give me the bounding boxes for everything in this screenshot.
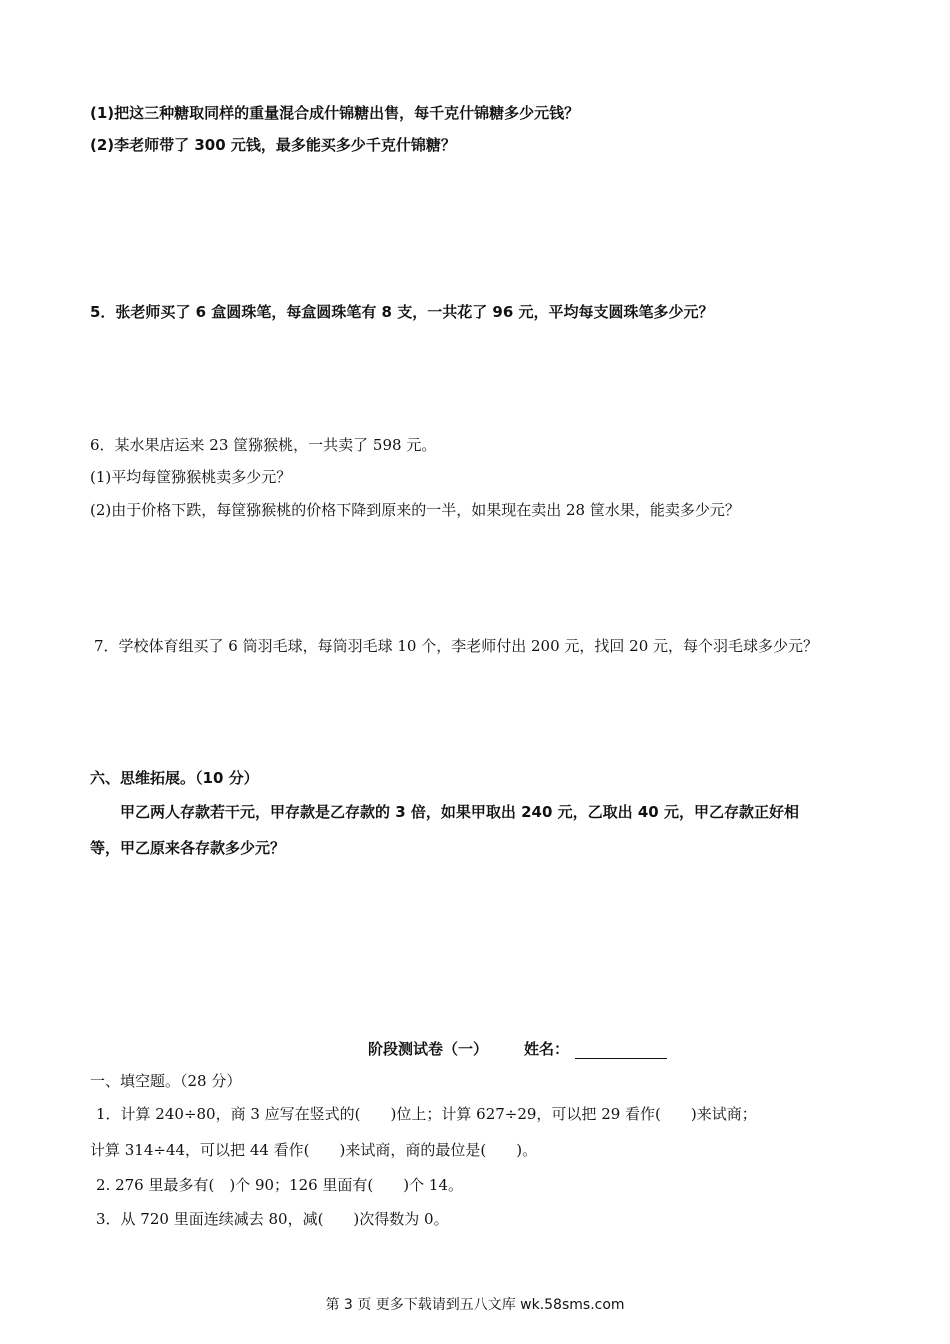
problem7: 7．学校体育组买了 6 筒羽毛球，每筒羽毛球 10 个，李老师付出 200 元，找回 20 元，每个羽毛球多少元？	[94, 637, 819, 655]
section1-heading: 一、填空题。（28 分）	[90, 1072, 242, 1090]
page-footer: 第 3 页 更多下载请到五八文库 wk.58sms.com	[325, 1297, 625, 1313]
problem5: 5．张老师买了 6 盒圆珠笔，每盒圆珠笔有 8 支，一共花了 96 元，平均每支圆珠笔多少元？	[90, 303, 714, 321]
fill-question1-line1: 1．计算 240÷80，商 3 应写在竖式的( )位上；计算 627÷29，可以把 29 看作( )来试商；	[96, 1105, 757, 1123]
problem6-stem: 6．某水果店运来 23 筐猕猴桃，一共卖了 598 元。	[90, 436, 437, 454]
name-blank	[575, 1042, 667, 1059]
test-title-row	[368, 1039, 667, 1059]
fill-question2: 2. 276 里最多有( )个 90；126 里面有( )个 14。	[96, 1176, 463, 1194]
problem4-question2: (2)李老师带了 300 元钱，最多能买多少千克什锦糖？	[90, 136, 456, 154]
problem4-question1: (1)把这三种糖取同样的重量混合成什锦糖出售，每千克什锦糖多少元钱？	[90, 104, 580, 122]
problem6-question2: (2)由于价格下跌，每筐猕猴桃的价格下降到原来的一半，如果现在卖出 28 筐水果，能卖多少元？	[90, 501, 740, 519]
test-title: 阶段测试卷（一）	[368, 1040, 489, 1058]
section6-line2: 等，甲乙原来各存款多少元？	[90, 839, 286, 857]
fill-question1-line2: 计算 314÷44，可以把 44 看作( )来试商，商的最位是( )。	[90, 1141, 538, 1159]
fill-question3: 3．从 720 里面连续减去 80，减( )次得数为 0。	[96, 1210, 449, 1228]
problem6-question1: (1)平均每筐猕猴桃卖多少元？	[90, 468, 292, 486]
name-label: 姓名：	[524, 1040, 570, 1058]
section6-line1: 甲乙两人存款若干元，甲存款是乙存款的 3 倍，如果甲取出 240 元，乙取出 40 元，甲乙存款正好相	[120, 803, 799, 821]
section6-heading: 六、思维拓展。（10 分）	[90, 769, 259, 787]
